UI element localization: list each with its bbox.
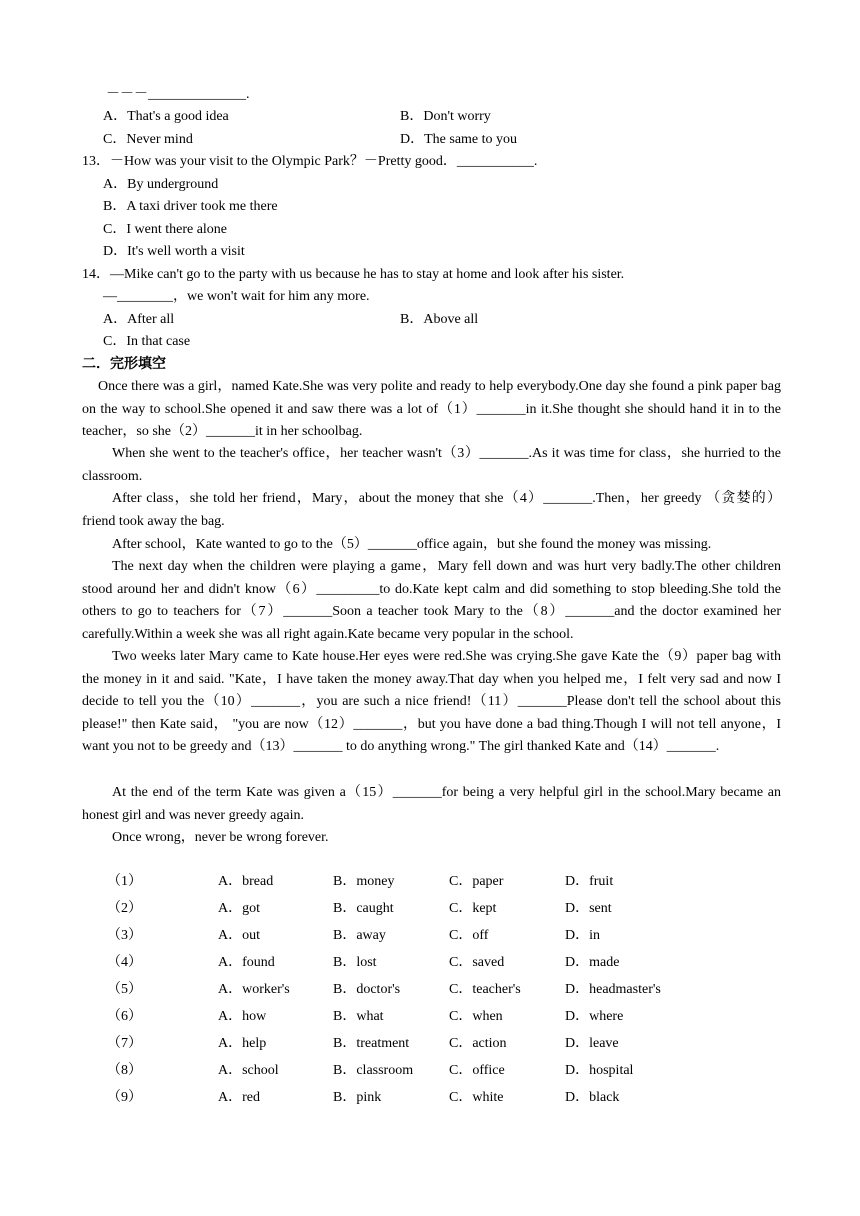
choice-option-b: B．treatment	[333, 1036, 410, 1051]
choice-option-a: A．out	[218, 928, 260, 943]
choice-option-b: B．pink	[333, 1090, 382, 1105]
choice-option-d: D．sent	[565, 901, 612, 916]
choice-option-c: C．saved	[449, 955, 505, 970]
q12-option-c: C．Never mind	[103, 132, 193, 147]
passage-paragraph-1: Once there was a girl，named Kate.She was very polite and ready to help everybody.One day she found a pink paper bag on the way to school.She opened it and saw there was a lot of（1）_______in it.She thought she should hand it in to the teacher，so she（2）_______it in her schoolbag.	[82, 379, 781, 440]
choice-number: （4）	[107, 955, 142, 970]
choice-number: （3）	[107, 928, 142, 943]
choice-option-a: A．bread	[218, 874, 274, 889]
passage-paragraph-6: Two weeks later Mary came to Kate house.Her eyes were red.She was crying.She gave Kate the（9）paper bag with the money in it and said. "Kate，I have taken the money away.That day when you helped me，I felt very sad and now I decide to tell you the（10）_______，you are such a nice friend!（11）_______Please don't tell the school about this please!" then Kate said， "you are now（12）_______，but you have done a bad thing.Though I will not tell anyone，I want you not to be greedy and（13）_______ to do anything wrong." The girl thanked Kate and（14）_______.	[82, 649, 781, 755]
choice-option-a: A．help	[218, 1036, 267, 1051]
section-title: 二．完形填空	[82, 357, 166, 372]
choice-option-c: C．action	[449, 1036, 507, 1051]
choice-option-d: D．headmaster's	[565, 982, 661, 997]
passage-paragraph-5: The next day when the children were playing a game，Mary fell down and was hurt very badly.The other children stood around her and didn't know（6）_________to do.Kate kept calm and did something to stop bleeding.She told the others to go to teachers for（7）_______Soon a teacher took Mary to the（8）_______and the doctor examined her carefully.Within a week she was all right again.Kate became very popular in the school.	[82, 559, 781, 642]
choice-option-c: C．when	[449, 1009, 503, 1024]
q13-option-a: A．By underground	[103, 177, 219, 192]
choice-option-c: C．white	[449, 1090, 504, 1105]
choice-option-b: B．classroom	[333, 1063, 414, 1078]
choice-option-b: B．lost	[333, 955, 377, 970]
choice-number: （9）	[107, 1090, 142, 1105]
choice-number: （5）	[107, 982, 142, 997]
choice-option-a: A．how	[218, 1009, 267, 1024]
choice-option-c: C．teacher's	[449, 982, 521, 997]
choice-option-d: D．leave	[565, 1036, 619, 1051]
choice-option-a: A．got	[218, 901, 260, 916]
q12-option-d: D．The same to you	[400, 132, 518, 147]
choice-option-c: C．office	[449, 1063, 505, 1078]
choice-number: （8）	[107, 1063, 142, 1078]
passage-paragraph-8: Once wrong，never be wrong forever.	[112, 830, 329, 845]
choice-option-a: A．red	[218, 1090, 260, 1105]
passage-paragraph-7: At the end of the term Kate was given a（15）_______for being a very helpful girl in the school.Mary became an honest girl and was never greedy again.	[82, 785, 781, 823]
choice-option-b: B．away	[333, 928, 386, 943]
choice-option-a: A．school	[218, 1063, 279, 1078]
q14-option-b: B．Above all	[400, 312, 479, 327]
choice-option-d: D．where	[565, 1009, 624, 1024]
choice-option-a: A．worker's	[218, 982, 290, 997]
choice-number: （6）	[107, 1009, 142, 1024]
choice-option-c: C．kept	[449, 901, 497, 916]
q14-option-a: A．After all	[103, 312, 175, 327]
choice-number: （2）	[107, 901, 142, 916]
q14-stem-line2: —________，we won't wait for him any more.	[103, 289, 370, 304]
choice-option-b: B．money	[333, 874, 395, 889]
choice-option-d: D．in	[565, 928, 600, 943]
q13-option-d: D．It's well worth a visit	[103, 244, 245, 259]
choice-option-c: C．paper	[449, 874, 504, 889]
q13-option-b: B．A taxi driver took me there	[103, 199, 278, 214]
choice-option-b: B．caught	[333, 901, 394, 916]
q12-option-b: B．Don't worry	[400, 109, 491, 124]
q14-stem-line1: 14．—Mike can't go to the party with us because he has to stay at home and look after his sister.	[82, 267, 625, 282]
choice-option-d: D．hospital	[565, 1063, 634, 1078]
choice-number: （1）	[107, 874, 142, 889]
choice-option-d: D．black	[565, 1090, 620, 1105]
passage-paragraph-3: After class，she told her friend，Mary，about the money that she（4）_______.Then，her greedy （贪婪的） friend took away the bag.	[82, 491, 781, 529]
choice-number: （7）	[107, 1036, 142, 1051]
choice-option-d: D．fruit	[565, 874, 614, 889]
q13-option-c: C．I went there alone	[103, 222, 228, 237]
choice-option-d: D．made	[565, 955, 620, 970]
q14-option-c: C．In that case	[103, 334, 191, 349]
passage-paragraph-2: When she went to the teacher's office，her teacher wasn't（3）_______.As it was time for class，she hurried to the classroom.	[82, 446, 781, 484]
passage-paragraph-4: After school，Kate wanted to go to the（5）_______office again，but she found the money was missing.	[112, 537, 712, 552]
choice-option-b: B．what	[333, 1009, 384, 1024]
q12-prompt: －－－______________.	[106, 87, 250, 102]
choice-option-b: B．doctor's	[333, 982, 401, 997]
choice-option-a: A．found	[218, 955, 275, 970]
q12-option-a: A．That's a good idea	[103, 109, 229, 124]
choice-option-c: C．off	[449, 928, 489, 943]
q13-stem: 13．－How was your visit to the Olympic Park？－Pretty good．___________.	[82, 154, 538, 169]
